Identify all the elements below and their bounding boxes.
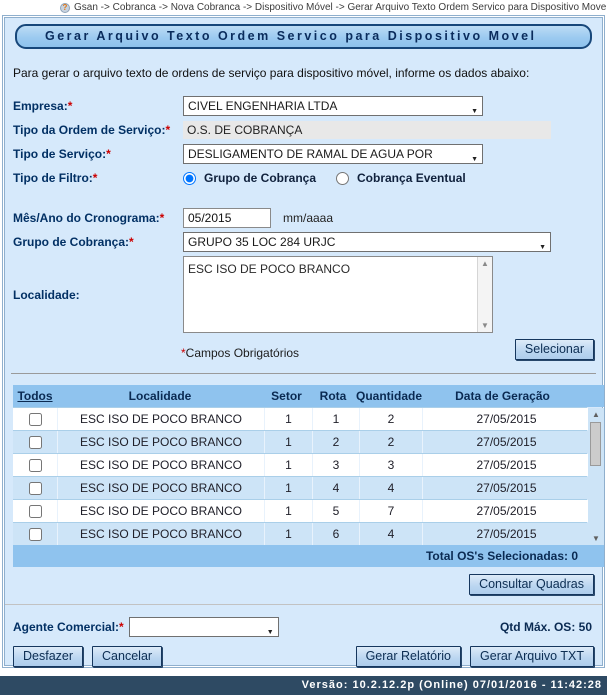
- scroll-up-icon[interactable]: ▲: [592, 410, 600, 419]
- table-row: [13, 500, 590, 522]
- row-checkbox-cell: [13, 431, 57, 453]
- agente-comercial-select[interactable]: [129, 617, 279, 637]
- cell-rota: 3: [313, 454, 359, 476]
- required-asterisk: *: [106, 147, 111, 161]
- cell-localidade: ESC ISO DE POCO BRANCO: [58, 408, 264, 430]
- breadcrumb: [0, 0, 607, 15]
- required-asterisk: *: [159, 211, 165, 225]
- cell-setor: 1: [265, 523, 312, 545]
- required-asterisk: *: [129, 235, 134, 249]
- selecionar-button[interactable]: Selecionar: [515, 339, 594, 360]
- cell-quantidade: 7: [360, 500, 422, 522]
- empresa-select[interactable]: [183, 96, 483, 116]
- cell-rota: 6: [313, 523, 359, 545]
- table-row: [13, 431, 590, 453]
- select-all-link[interactable]: Todos: [17, 389, 53, 403]
- cell-localidade: ESC ISO DE POCO BRANCO: [58, 431, 264, 453]
- row-checkbox-cell: [13, 523, 57, 545]
- scroll-up-icon[interactable]: ▲: [481, 259, 489, 268]
- cell-quantidade: 2: [360, 408, 422, 430]
- cell-rota: 4: [313, 477, 359, 499]
- cell-quantidade: 4: [360, 477, 422, 499]
- mes-ano-input[interactable]: [183, 208, 271, 228]
- grupo-cobranca-value: GRUPO 35 LOC 284 URJC: [188, 235, 336, 249]
- cell-quantidade: 2: [360, 431, 422, 453]
- row-checkbox-cell: [13, 408, 57, 430]
- row-checkbox[interactable]: [29, 528, 42, 541]
- empresa-value: CIVEL ENGENHARIA LTDA: [188, 99, 338, 113]
- desfazer-button[interactable]: Desfazer: [13, 646, 83, 667]
- cell-data-geracao: 27/05/2015: [423, 500, 590, 522]
- section-divider: [5, 604, 602, 605]
- scroll-down-icon[interactable]: ▼: [592, 534, 600, 543]
- cell-setor: 1: [265, 431, 312, 453]
- field-tipo-ordem: [13, 120, 594, 140]
- field-tipo-filtro: [13, 168, 594, 188]
- cell-localidade: ESC ISO DE POCO BRANCO: [58, 454, 264, 476]
- chevron-down-icon: ▼: [471, 108, 478, 115]
- cell-localidade: ESC ISO DE POCO BRANCO: [58, 523, 264, 545]
- localidade-scrollbar[interactable]: [477, 257, 492, 332]
- cell-rota: 1: [313, 408, 359, 430]
- table-row: [13, 523, 590, 545]
- field-localidade: [13, 256, 594, 333]
- gerar-arquivo-txt-button[interactable]: Gerar Arquivo TXT: [470, 646, 594, 667]
- cell-setor: 1: [265, 477, 312, 499]
- cell-data-geracao: 27/05/2015: [423, 408, 590, 430]
- cell-data-geracao: 27/05/2015: [423, 431, 590, 453]
- cell-quantidade: 4: [360, 523, 422, 545]
- field-tipo-servico: [13, 144, 594, 164]
- cobranca-eventual-radio-label: Cobrança Eventual: [357, 171, 466, 185]
- scrollbar-thumb[interactable]: [590, 422, 601, 466]
- cell-localidade: ESC ISO DE POCO BRANCO: [58, 477, 264, 499]
- cell-data-geracao: 27/05/2015: [423, 477, 590, 499]
- localidade-option[interactable]: ESC ISO DE POCO BRANCO: [188, 262, 351, 276]
- tipo-servico-label: Tipo de Serviço:: [13, 147, 107, 161]
- grupo-cobranca-radio[interactable]: [183, 172, 196, 185]
- empresa-label: Empresa:: [13, 99, 68, 113]
- grupo-cobranca-select[interactable]: [183, 232, 551, 252]
- localidade-listbox[interactable]: [183, 256, 493, 333]
- page-description: Para gerar o arquivo texto de ordens de serviço para dispositivo móvel, informe os dados abaixo:: [13, 66, 530, 80]
- os-table-header: [13, 385, 604, 407]
- version-status-bar: Versão: 10.2.12.2p (Online) 07/01/2016 - 11:42:28: [0, 676, 607, 695]
- main-frame: [2, 15, 605, 668]
- row-checkbox[interactable]: [29, 459, 42, 472]
- total-selected-bar: Total OS's Selecionadas: 0: [13, 545, 604, 567]
- header-data-geracao: Data de Geração: [455, 389, 550, 403]
- field-grupo-cobranca: [13, 232, 594, 252]
- help-icon[interactable]: ?: [60, 3, 70, 13]
- tipo-servico-value: DESLIGAMENTO DE RAMAL DE AGUA POR: [188, 147, 433, 161]
- required-asterisk: *: [92, 171, 98, 185]
- required-asterisk: *: [165, 123, 171, 137]
- row-checkbox-cell: [13, 454, 57, 476]
- grupo-cobranca-radio-label: Grupo de Cobrança: [204, 171, 317, 185]
- field-agente-comercial: [13, 617, 594, 637]
- table-scrollbar[interactable]: [588, 408, 604, 545]
- qtd-max-os-label: Qtd Máx. OS: 50: [499, 620, 592, 634]
- required-fields-note: *Campos Obrigatórios: [181, 346, 300, 360]
- header-setor: Setor: [271, 389, 302, 403]
- chevron-down-icon: ▼: [266, 629, 274, 636]
- header-localidade: Localidade: [128, 389, 192, 403]
- consultar-quadras-button[interactable]: Consultar Quadras: [469, 574, 594, 595]
- table-row: [13, 454, 590, 476]
- cobranca-eventual-radio[interactable]: [336, 172, 349, 185]
- page-title: Gerar Arquivo Texto Ordem Servico para Dispositivo Movel: [15, 24, 592, 49]
- section-divider: [11, 373, 596, 374]
- cell-data-geracao: 27/05/2015: [423, 454, 590, 476]
- field-empresa: [13, 96, 594, 116]
- chevron-down-icon: ▼: [539, 244, 546, 251]
- header-quantidade: Quantidade: [356, 389, 423, 403]
- cell-localidade: ESC ISO DE POCO BRANCO: [58, 500, 264, 522]
- tipo-filtro-label: Tipo de Filtro:: [13, 171, 93, 185]
- cell-rota: 5: [313, 500, 359, 522]
- row-checkbox[interactable]: [29, 482, 42, 495]
- cell-setor: 1: [265, 454, 312, 476]
- cell-setor: 1: [265, 500, 312, 522]
- tipo-ordem-label: Tipo da Ordem de Serviço:: [13, 123, 166, 137]
- cell-quantidade: 3: [360, 454, 422, 476]
- grupo-cobranca-label: Grupo de Cobrança:: [13, 235, 130, 249]
- gerar-relatorio-button[interactable]: Gerar Relatório: [356, 646, 461, 667]
- chevron-down-icon: ▼: [471, 156, 478, 163]
- os-table: [13, 385, 604, 567]
- mes-ano-format-hint: mm/aaaa: [283, 211, 334, 225]
- cancelar-button[interactable]: Cancelar: [92, 646, 162, 667]
- field-mes-ano: [13, 208, 594, 228]
- table-row: [13, 408, 590, 430]
- breadcrumb-text: Gsan -> Cobranca -> Nova Cobranca -> Dispositivo Móvel -> Gerar Arquivo Texto Ordem Servico para Dispositivo Move: [74, 2, 607, 13]
- mes-ano-label: Mês/Ano do Cronograma:: [13, 211, 160, 225]
- cell-data-geracao: 27/05/2015: [423, 523, 590, 545]
- tipo-ordem-value: O.S. DE COBRANÇA: [183, 121, 551, 139]
- row-checkbox[interactable]: [29, 436, 42, 449]
- row-checkbox[interactable]: [29, 413, 42, 426]
- agente-comercial-label: Agente Comercial:: [13, 620, 120, 634]
- row-checkbox-cell: [13, 500, 57, 522]
- tipo-servico-select[interactable]: [183, 144, 483, 164]
- row-checkbox[interactable]: [29, 505, 42, 518]
- required-asterisk: *: [67, 99, 73, 113]
- scroll-down-icon[interactable]: ▼: [481, 321, 489, 330]
- localidade-label: Localidade:: [13, 287, 80, 302]
- row-checkbox-cell: [13, 477, 57, 499]
- cell-rota: 2: [313, 431, 359, 453]
- header-rota: Rota: [319, 389, 347, 403]
- cell-setor: 1: [265, 408, 312, 430]
- table-row: [13, 477, 590, 499]
- required-asterisk: *: [119, 620, 124, 634]
